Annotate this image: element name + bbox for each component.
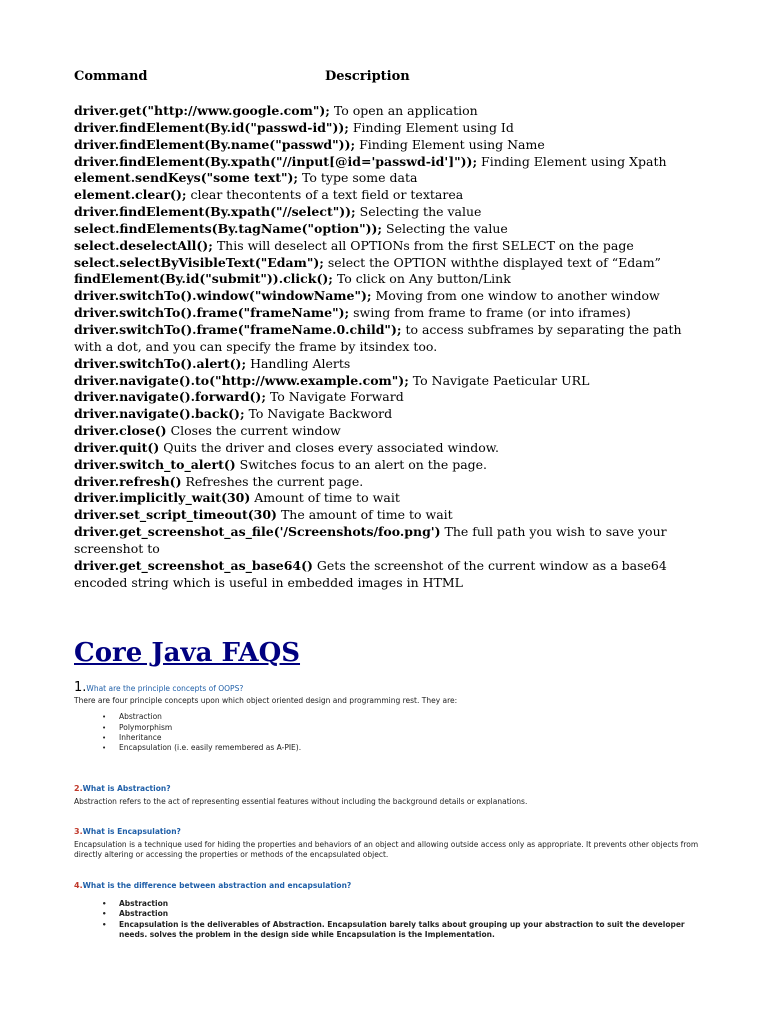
command-row [74, 170, 704, 187]
command-row [74, 507, 704, 524]
command-row [74, 271, 704, 288]
command-row [74, 137, 704, 154]
command-code: driver.navigate().back(); [74, 406, 245, 422]
command-description: Handling Alerts [246, 355, 351, 371]
command-row [74, 440, 704, 457]
command-row [74, 474, 704, 491]
bullet-item: • Abstraction [102, 899, 714, 909]
command-row [74, 120, 704, 137]
command-code: driver.switchTo().frame("frameName.0.child"); [74, 321, 402, 337]
faq-question-2-text: What is Abstraction? [82, 784, 171, 793]
command-description: swing from frame to frame (or into iframes) [349, 305, 631, 321]
command-description: Refreshes the current page. [181, 473, 364, 489]
command-row [74, 406, 704, 423]
command-description: Selecting the value [355, 204, 482, 220]
command-description: The amount of time to wait [276, 507, 453, 523]
command-code: driver.switch_to_alert() [74, 456, 236, 472]
faq-question-2-number: 2. [74, 784, 83, 793]
command-code: driver.get_screenshot_as_file('/Screenshots/foo.png') [74, 524, 441, 540]
command-description: Amount of time to wait [250, 490, 400, 506]
bullet-item: • Inheritance [102, 733, 714, 743]
command-column-header: Command [74, 69, 148, 84]
command-description: Quits the driver and closes every associated window. [159, 439, 499, 455]
command-code: select.selectByVisibleText("Edam"); [74, 254, 324, 270]
command-description: Finding Element using Xpath [477, 153, 667, 169]
command-row [74, 238, 704, 255]
command-code: driver.switchTo().alert(); [74, 355, 247, 371]
command-row [74, 389, 704, 406]
command-description: Moving from one window to another window [371, 288, 660, 304]
command-code: driver.get_screenshot_as_base64() [74, 557, 313, 573]
command-description: To type some data [298, 170, 418, 186]
bullet-item: • Abstraction [102, 909, 714, 919]
command-description: To click on Any button/Link [332, 271, 511, 287]
command-description: Selecting the value [382, 220, 508, 236]
command-code: driver.findElement(By.xpath("//select")); [74, 204, 356, 220]
command-description: Finding Element using Name [355, 136, 545, 152]
command-row [74, 423, 704, 440]
faq-question-3-text: What is Encapsulation? [82, 827, 181, 836]
command-code: driver.switchTo().window("windowName"); [74, 288, 372, 304]
command-code: driver.refresh() [74, 473, 182, 489]
command-code: element.clear(); [74, 187, 187, 203]
faq-question-1-number: 1. [74, 680, 87, 695]
command-row [74, 255, 704, 272]
command-description: Closes the current window [166, 423, 341, 439]
command-code: select.deselectAll(); [74, 237, 213, 253]
command-description: clear thecontents of a text field or textarea [186, 187, 464, 203]
command-description: select the OPTION withthe displayed text of “Edam” [323, 254, 661, 270]
command-row [74, 356, 704, 373]
faq-title[interactable]: Core Java FAQS [74, 638, 301, 668]
command-code: driver.quit() [74, 439, 160, 455]
command-code: element.sendKeys("some text"); [74, 170, 299, 186]
faq-question-3-number: 3. [74, 827, 83, 836]
faq-answer-2: Abstraction refers to the act of representing essential features without including the background details or explanations. [74, 797, 528, 806]
command-row [74, 154, 704, 171]
command-code: driver.findElement(By.name("passwd")); [74, 136, 356, 152]
command-row [74, 373, 704, 390]
command-description: Finding Element using Id [348, 119, 514, 135]
command-code: driver.navigate().forward(); [74, 389, 266, 405]
command-description: To Navigate Paeticular URL [408, 372, 590, 388]
command-row [74, 187, 704, 204]
bullet-item: • Abstraction [102, 712, 714, 722]
command-description: The full path you wish to save your screenshot to [74, 524, 667, 556]
faq-answer-1: There are four principle concepts upon which object oriented design and programming rest. They are: [74, 696, 458, 705]
command-row [74, 221, 704, 238]
command-description: to access subframes by separating the path with a dot, and you can specify the frame by itsindex too. [74, 321, 682, 354]
command-row [74, 558, 704, 592]
command-code: driver.findElement(By.id("passwd-id")); [74, 119, 349, 135]
faq-question-2 [74, 783, 714, 807]
command-code: driver.close() [74, 423, 167, 439]
bullet-item: • Encapsulation (i.e. easily remembered as A-PIE). [102, 743, 714, 753]
command-description: To open an application [329, 103, 478, 118]
command-code: findElement(By.id("submit")).click(); [74, 271, 333, 287]
faq-answer-3: Encapsulation is a technique used for hiding the properties and behaviors of an object and allowing outside access only as appropriate. It prevents other objects from directly altering or accessing the properties or methods of the encapsulated object. [74, 840, 699, 860]
command-code: driver.findElement(By.xpath("//input[@id='passwd-id']")); [74, 153, 478, 169]
command-row [74, 204, 704, 221]
description-column-header: Description [325, 69, 410, 84]
command-row [74, 288, 704, 305]
command-code: driver.navigate().to("http://www.example.com"); [74, 372, 409, 388]
command-row [74, 457, 704, 474]
command-description: To Navigate Forward [265, 389, 404, 405]
command-code: select.findElements(By.tagName("option")); [74, 220, 383, 236]
command-row [74, 103, 704, 120]
command-description: This will deselect all OPTIONs from the first SELECT on the page [212, 237, 634, 253]
faq-question-4 [74, 880, 714, 940]
command-row [74, 322, 704, 356]
command-row [74, 524, 704, 558]
faq-question-1 [74, 679, 714, 754]
command-row [74, 490, 704, 507]
faq-answer-4-bullets [74, 899, 714, 940]
command-row [74, 305, 704, 322]
command-code: driver.set_script_timeout(30) [74, 507, 277, 523]
faq-question-1-text: What are the principle concepts of OOPS? [86, 684, 244, 693]
bullet-item: • Polymorphism [102, 723, 714, 733]
command-code: driver.implicitly_wait(30) [74, 490, 251, 506]
command-description: Switches focus to an alert on the page. [235, 456, 488, 472]
command-code: driver.switchTo().frame("frameName"); [74, 305, 350, 321]
command-table-header [74, 69, 714, 87]
command-description: To Navigate Backword [244, 406, 393, 422]
bullet-item: • Encapsulation is the deliverables of Abstraction. Encapsulation barely talks about grouping up your abstraction to suit the developer needs. solves the problem in the design side while Encapsulation is the Implementation. [102, 920, 714, 941]
command-list [74, 103, 704, 591]
faq-question-4-number: 4. [74, 881, 83, 890]
faq-answer-1-bullets [74, 712, 714, 753]
command-description: Gets the screenshot of the current window as a base64 encoded string which is useful in embedded images in HTML [74, 557, 667, 590]
faq-question-3 [74, 826, 714, 861]
faq-question-4-text: What is the difference between abstraction and encapsulation? [82, 881, 352, 890]
command-code: driver.get("http://www.google.com"); [74, 103, 330, 118]
